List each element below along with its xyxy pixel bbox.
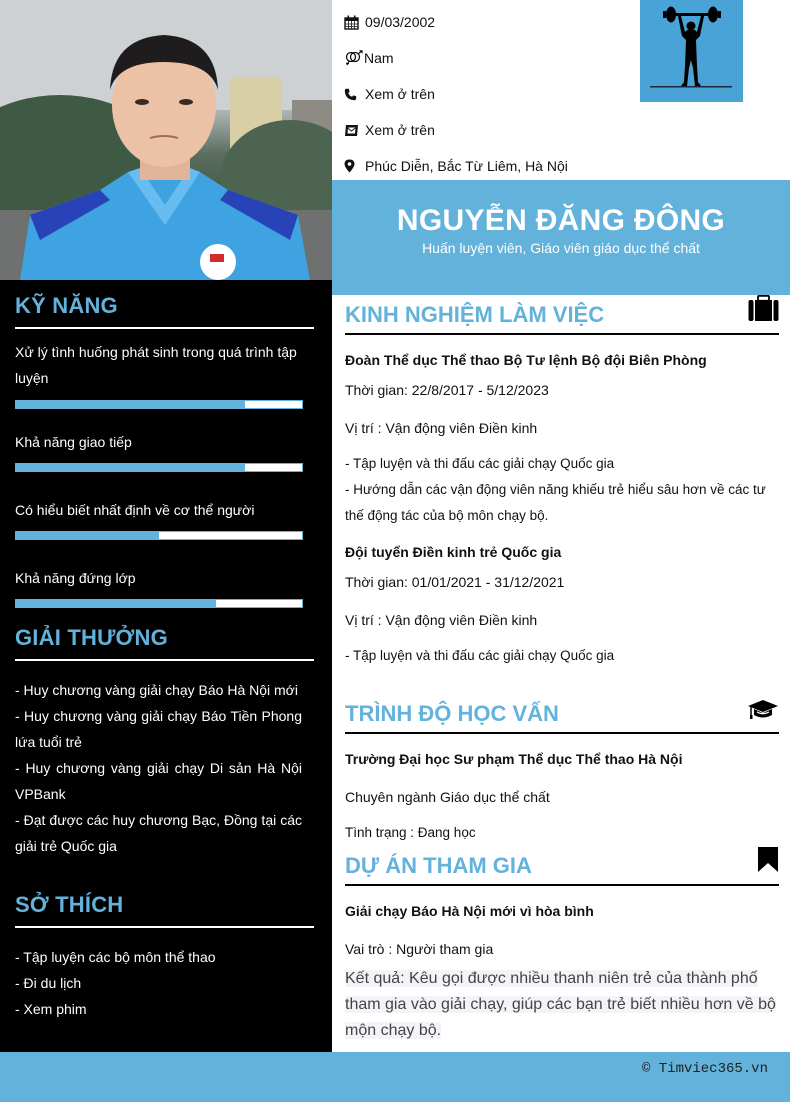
job-tasks [345,451,779,529]
projects-header [345,846,779,886]
portrait-illustration [0,0,332,280]
job-position: Vị trí : Vận động viên Điền kinh [345,612,538,628]
award-item: - Huy chương vàng giải chạy Báo Tiền Phong lứa tuổi trẻ [15,708,302,750]
awards-title: GIẢI THƯỞNG [15,625,314,661]
awards-section [15,625,314,859]
education-section [345,694,779,846]
phone-icon [344,88,365,101]
contact-gender [344,40,634,76]
job-time: Thời gian: 22/8/2017 - 5/12/2023 [345,382,549,398]
gender-icon [344,50,364,66]
skills-section [15,293,314,608]
bookmark-icon [757,846,779,878]
hobbies-list [15,944,302,1022]
skill-bar-fill [16,464,245,471]
job-task: - Tập luyện và thi đấu các giải chạy Quốc gia [345,648,615,663]
contact-email [344,112,634,148]
weightlifter-logo [640,0,743,102]
contact-phone [344,76,634,112]
award-item: - Huy chương vàng giải chạy Báo Hà Nội mới [15,682,298,698]
job-org: Đội tuyển Điền kinh trẻ Quốc gia [345,544,562,560]
project-role: Vai trò : Người tham gia [345,941,494,957]
project-result-text: Kết quả: Kêu gọi được nhiều thanh niên trẻ của thành phố tham gia vào giải chạy, giúp các bạn trẻ biết nhiều hơn về bộ mộn chạy bộ. [345,970,776,1039]
job-time: Thời gian: 01/01/2021 - 31/12/2021 [345,574,565,590]
skill-bar-fill [16,532,159,539]
education-status: Tình trạng : Đang học [345,825,476,840]
experience-title: KINH NGHIỆM LÀM VIỆC [345,302,605,327]
skill-bar [15,599,303,608]
award-item: - Đạt được các huy chương Bạc, Đồng tại các giải trẻ Quốc gia [15,812,302,854]
skill-label: Khả năng đứng lớp [15,570,136,586]
job-task: - Hướng dẫn các vận động viên năng khiếu trẻ hiểu sâu hơn về các tư thế động tác của bộ môn chạy bộ. [345,482,766,523]
job-task: - Tập luyện và thi đấu các giải chạy Quốc gia [345,456,615,471]
education-header [345,694,779,734]
experience-section [345,295,779,669]
skill-bar [15,463,303,472]
skill-label: Có hiểu biết nhất định về cơ thể người [15,502,255,518]
projects-title: DỰ ÁN THAM GIA [345,853,532,878]
copyright: © Timviec365.vn [641,1061,768,1077]
contact-address [344,148,634,184]
experience-header [345,295,779,335]
school-name: Trường Đại học Sư phạm Thể dục Thể thao Hà Nội [345,751,683,767]
project-result [345,966,779,1044]
footer [0,1052,790,1102]
gender-value: Nam [364,50,394,66]
candidate-title: Huấn luyện viên, Giáo viên giáo dục thể chất [422,240,700,256]
job-position: Vị trí : Vận động viên Điền kinh [345,420,538,436]
skills-title: KỸ NĂNG [15,293,314,329]
candidate-name: NGUYỄN ĐĂNG ĐÔNG [396,204,726,237]
education-major: Chuyên ngành Giáo dục thể chất [345,789,550,805]
hobbies-section [15,892,314,1022]
briefcase-icon [748,295,779,327]
email-icon [344,124,365,137]
project-name: Giải chạy Báo Hà Nội mới vì hòa bình [345,903,594,919]
award-item: - Huy chương vàng giải chạy Di sản Hà Nội VPBank [15,760,302,802]
job-org: Đoàn Thể dục Thể thao Bộ Tư lệnh Bộ đội Biên Phòng [345,352,707,368]
phone-value: Xem ở trên [365,86,435,102]
skill-label: Xử lý tình huống phát sinh trong quá trình tập luyện [15,344,297,386]
email-value: Xem ở trên [365,122,435,138]
skill-label: Khả năng giao tiếp [15,434,132,450]
graduation-cap-icon [747,699,779,726]
contact-birthdate [344,4,634,40]
hobby-item: - Tập luyện các bộ môn thể thao [15,949,216,965]
address-value: Phúc Diễn, Bắc Từ Liêm, Hà Nội [365,158,568,174]
sidebar [0,0,332,1052]
projects-section [345,846,779,1044]
skill-bar [15,400,303,409]
birthdate-value: 09/03/2002 [365,14,436,30]
profile-photo [0,0,332,280]
name-banner [332,180,790,295]
awards-list [15,677,302,859]
skill-bar-fill [16,600,216,607]
hobby-item: - Đi du lịch [15,975,82,991]
skill-bar [15,531,303,540]
weightlifter-icon [640,0,743,102]
contact-info [344,0,634,184]
education-title: TRÌNH ĐỘ HỌC VẤN [345,701,559,726]
hobbies-title: SỞ THÍCH [15,892,314,928]
job-tasks [345,643,779,669]
calendar-icon [344,15,365,30]
skill-bar-fill [16,401,245,408]
map-pin-icon [344,159,365,173]
hobby-item: - Xem phim [15,1001,87,1017]
